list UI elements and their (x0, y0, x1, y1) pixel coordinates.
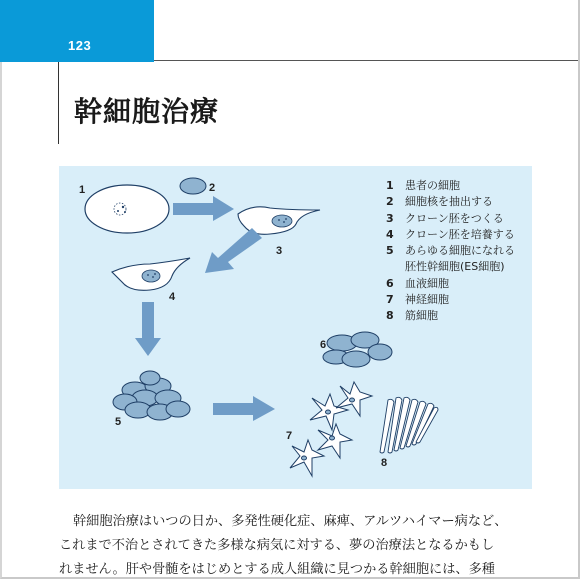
legend-text: あらゆる細胞になれる (405, 244, 515, 258)
legend-text: 筋細胞 (405, 309, 438, 323)
legend-text: 血液細胞 (405, 276, 449, 290)
legend-number: 7 (386, 293, 394, 307)
legend-number: 2 (386, 195, 394, 209)
step-label-1: 1 (79, 184, 86, 196)
figure-legend (386, 178, 515, 325)
page-number: 123 (68, 38, 92, 53)
body-line: れません。肝や骨髄をはじめとする成人組織に見つかる幹細胞には、多種 (59, 562, 495, 577)
arrow-2 (205, 228, 262, 273)
legend-number: 8 (386, 309, 394, 323)
step-label-3: 3 (276, 245, 283, 257)
legend-number: 6 (386, 276, 394, 290)
step-label-4: 4 (169, 291, 176, 303)
legend-text: クローン胚を培養する (405, 227, 515, 241)
step-label-8: 8 (381, 457, 388, 469)
cultured-embryo-illustration (112, 258, 190, 290)
body-line: 幹細胞治療はいつの日か、多発性硬化症、麻痺、アルツハイマー病など、 (73, 514, 508, 529)
legend-item (386, 211, 515, 227)
step-label-5: 5 (115, 416, 122, 428)
legend-text: 患者の細胞 (405, 179, 460, 192)
legend-text: 神経細胞 (405, 293, 449, 307)
legend-number: 5 (386, 244, 394, 258)
nucleus-illustration (180, 178, 206, 194)
step-label-6: 6 (320, 339, 327, 351)
step-label-7: 7 (286, 430, 293, 442)
body-paragraph (59, 510, 543, 582)
patient-cell-illustration (85, 185, 169, 233)
legend-item (386, 243, 515, 259)
legend-number: 3 (386, 211, 394, 225)
legend-number: 4 (386, 227, 394, 241)
blood-cells-illustration (323, 332, 392, 367)
muscle-cells-illustration (380, 397, 438, 453)
legend-item (386, 308, 515, 324)
legend-text: クローン胚をつくる (405, 211, 504, 225)
legend-text: 細胞核を抽出する (405, 195, 493, 209)
legend-item (386, 259, 515, 275)
legend-item (386, 194, 515, 210)
body-line: これまで不治とされてきた多様な病気に対する、夢の治療法となるかもし (59, 538, 495, 553)
legend-text: 胚性幹細胞(ES細胞) (405, 260, 505, 274)
legend-item (386, 276, 515, 292)
legend-item (386, 292, 515, 308)
legend-item (386, 227, 515, 243)
arrow-4 (213, 396, 275, 421)
step-label-2: 2 (209, 182, 216, 194)
nerve-cells-illustration (290, 382, 372, 476)
arrow-3 (135, 302, 161, 356)
legend-number: 1 (386, 179, 394, 192)
es-cell-cluster-illustration (113, 371, 190, 420)
arrow-1 (173, 196, 234, 221)
legend-item (386, 178, 515, 194)
page-title: 幹細胞治療 (74, 95, 220, 128)
